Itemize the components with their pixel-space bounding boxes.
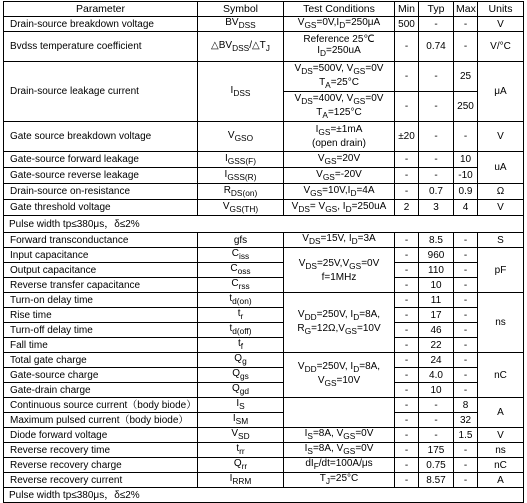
min-cell: - [395, 308, 419, 323]
test-cell: $V_{DS}= V_{GS}$, $I_D=250uA$ [284, 200, 395, 216]
min-cell: - [395, 338, 419, 353]
unit-cell: V [478, 428, 524, 443]
test-cell: $V_{DD}=250V$, $I_D=8A$, $V_{GS}=10V$ [284, 353, 395, 398]
symbol-cell: $t_{d(off)}$ [198, 323, 284, 338]
table-row [4, 263, 524, 278]
min-cell: - [395, 168, 419, 184]
typ-cell: - [419, 428, 454, 443]
max-cell: 4 [454, 200, 478, 216]
param-cell: Maximum pulsed current（body biode） [4, 413, 198, 428]
typ-cell: - [419, 168, 454, 184]
max-cell: - [454, 338, 478, 353]
typ-cell: 3 [419, 200, 454, 216]
table-row [4, 17, 524, 32]
min-cell: - [395, 473, 419, 488]
typ-cell: 8.5 [419, 233, 454, 248]
note-row [4, 488, 524, 503]
typ-cell: 960 [419, 248, 454, 263]
max-cell: 1.5 [454, 428, 478, 443]
typ-cell: 110 [419, 263, 454, 278]
table-row [4, 353, 524, 368]
min-cell: - [395, 152, 419, 168]
param-cell: Rise time [4, 308, 198, 323]
test-cell: $V_{DD}=250V$, $I_D=8A$, $R_G=12\Omega,V_{GS}=10V$ [284, 293, 395, 353]
min-cell: - [395, 32, 419, 62]
min-cell: - [395, 398, 419, 413]
typ-cell: 46 [419, 323, 454, 338]
symbol-cell: $I_S$ [198, 398, 284, 413]
test-cell: $V_{DS}=500V$, $V_{GS}=0V$ $T_A=25^\circ C$ [284, 62, 395, 92]
header-units: Units [478, 2, 524, 17]
symbol-cell: $V_{SD}$ [198, 428, 284, 443]
table-row [4, 278, 524, 293]
symbol-cell: $V_{GSO}$ [198, 122, 284, 152]
typ-cell: 11 [419, 293, 454, 308]
param-cell: Gate threshold voltage [4, 200, 198, 216]
table-row [4, 184, 524, 200]
symbol-cell: $BV_{DSS}$ [198, 17, 284, 32]
header-max: Max [454, 2, 478, 17]
unit-cell: ns [478, 443, 524, 458]
test-cell: $V_{DS}=400V$, $V_{GS}=0V$ $T_A=125^\circ C$ [284, 92, 395, 122]
typ-cell: - [419, 398, 454, 413]
max-cell: 250 [454, 92, 478, 122]
max-cell: - [454, 458, 478, 473]
min-cell: - [395, 92, 419, 122]
typ-cell: 175 [419, 443, 454, 458]
min-cell: - [395, 263, 419, 278]
symbol-cell: $t_f$ [198, 338, 284, 353]
unit-cell: V [478, 17, 524, 32]
param-cell: Gate-drain charge [4, 383, 198, 398]
symbol-cell: $Q_{rr}$ [198, 458, 284, 473]
min-cell: - [395, 62, 419, 92]
symbol-cell: $Q_g$ [198, 353, 284, 368]
max-cell: - [454, 17, 478, 32]
param-cell: Bvdss temperature coefficient [4, 32, 198, 62]
max-cell: -10 [454, 168, 478, 184]
min-cell: - [395, 368, 419, 383]
max-cell: 8 [454, 398, 478, 413]
param-cell: Drain-source leakage current [4, 62, 198, 122]
unit-cell: Ω [478, 184, 524, 200]
param-cell: Reverse recovery time [4, 443, 198, 458]
table-row [4, 473, 524, 488]
symbol-cell: gfs [198, 233, 284, 248]
table-row [4, 428, 524, 443]
param-cell: Continuous source current（body biode） [4, 398, 198, 413]
symbol-cell: $I_{DSS}$ [198, 62, 284, 122]
max-cell: - [454, 383, 478, 398]
param-cell: Diode forward voltage [4, 428, 198, 443]
symbol-cell: $C_{rss}$ [198, 278, 284, 293]
param-cell: Reverse transfer capacitance [4, 278, 198, 293]
min-cell: ±20 [395, 122, 419, 152]
test-cell: $V_{GS}=20V$ [284, 152, 395, 168]
max-cell: - [454, 308, 478, 323]
typ-cell: - [419, 17, 454, 32]
symbol-cell: $Q_{gs}$ [198, 368, 284, 383]
table-row [4, 152, 524, 168]
param-cell: Reverse recovery charge [4, 458, 198, 473]
param-cell: Drain-source on-resistance [4, 184, 198, 200]
max-cell: - [454, 368, 478, 383]
unit-cell: V [478, 122, 524, 152]
pulse-width-note: Pulse width tp≤380μs，δ≤2% [4, 488, 524, 503]
unit-cell: V [478, 200, 524, 216]
param-cell: Input capacitance [4, 248, 198, 263]
symbol-cell: $I_{SM}$ [198, 413, 284, 428]
header-min: Min [395, 2, 419, 17]
typ-cell: 0.75 [419, 458, 454, 473]
symbol-cell: $C_{iss}$ [198, 248, 284, 263]
header-row [4, 2, 524, 17]
unit-cell: nC [478, 458, 524, 473]
test-cell: $V_{GS}=10V,I_D=4A$ [284, 184, 395, 200]
unit-cell: A [478, 398, 524, 428]
max-cell: 0.9 [454, 184, 478, 200]
min-cell: - [395, 353, 419, 368]
table-row [4, 338, 524, 353]
test-cell: $V_{GS}=0V,I_D=250\mu A$ [284, 17, 395, 32]
max-cell: - [454, 233, 478, 248]
table-row [4, 62, 524, 92]
table-row [4, 32, 524, 62]
unit-cell: nC [478, 353, 524, 398]
typ-cell: 10 [419, 278, 454, 293]
unit-cell: uA [478, 152, 524, 184]
symbol-cell: $t_{rr}$ [198, 443, 284, 458]
param-cell: Gate-source charge [4, 368, 198, 383]
test-cell: $V_{DS}=15V$, $I_D=3A$ [284, 233, 395, 248]
test-cell [284, 398, 395, 428]
min-cell: - [395, 413, 419, 428]
param-cell: Total gate charge [4, 353, 198, 368]
param-cell: Gate source breakdown voltage [4, 122, 198, 152]
param-cell: Drain-source breakdown voltage [4, 17, 198, 32]
param-cell: Reverse recovery current [4, 473, 198, 488]
header-symbol: Symbol [198, 2, 284, 17]
table-row [4, 233, 524, 248]
test-cell: $V_{GS}=-20V$ [284, 168, 395, 184]
typ-cell: - [419, 122, 454, 152]
unit-cell: A [478, 473, 524, 488]
typ-cell: 24 [419, 353, 454, 368]
typ-cell: 10 [419, 383, 454, 398]
symbol-cell: $Q_{gd}$ [198, 383, 284, 398]
table-row [4, 308, 524, 323]
test-cell: $I_S=8A$, $V_{GS}=0V$ [284, 428, 395, 443]
min-cell: - [395, 383, 419, 398]
param-cell: Turn-off delay time [4, 323, 198, 338]
min-cell: - [395, 443, 419, 458]
max-cell: - [454, 248, 478, 263]
table-row [4, 368, 524, 383]
table-row [4, 443, 524, 458]
unit-cell: V/°C [478, 32, 524, 62]
typ-cell: 22 [419, 338, 454, 353]
note-row [4, 216, 524, 233]
min-cell: 2 [395, 200, 419, 216]
typ-cell: - [419, 413, 454, 428]
param-cell: Turn-on delay time [4, 293, 198, 308]
unit-cell: S [478, 233, 524, 248]
max-cell: 32 [454, 413, 478, 428]
typ-cell: - [419, 92, 454, 122]
test-cell: $I_S=8A$, $V_{GS}=0V$ [284, 443, 395, 458]
test-cell: $I_{GS}=\pm 1mA$ (open drain) [284, 122, 395, 152]
table-row [4, 293, 524, 308]
min-cell: - [395, 428, 419, 443]
table-row [4, 200, 524, 216]
typ-cell: 0.7 [419, 184, 454, 200]
max-cell: - [454, 473, 478, 488]
typ-cell: - [419, 152, 454, 168]
symbol-cell: $t_r$ [198, 308, 284, 323]
min-cell: - [395, 233, 419, 248]
min-cell: - [395, 293, 419, 308]
typ-cell: 17 [419, 308, 454, 323]
max-cell: - [454, 293, 478, 308]
symbol-cell: $R_{DS(on)}$ [198, 184, 284, 200]
table-row [4, 413, 524, 428]
table-row [4, 383, 524, 398]
unit-cell: pF [478, 248, 524, 293]
table-row [4, 122, 524, 152]
header-typ: Typ [419, 2, 454, 17]
max-cell: - [454, 278, 478, 293]
typ-cell: 4.0 [419, 368, 454, 383]
min-cell: - [395, 458, 419, 473]
min-cell: - [395, 248, 419, 263]
max-cell: - [454, 32, 478, 62]
symbol-cell: $t_{d(on)}$ [198, 293, 284, 308]
unit-cell: μA [478, 62, 524, 122]
test-cell: Reference 25℃ $I_D=250uA$ [284, 32, 395, 62]
typ-cell: 0.74 [419, 32, 454, 62]
table-row [4, 458, 524, 473]
symbol-cell: $I_{GSS(F)}$ [198, 152, 284, 168]
max-cell: 10 [454, 152, 478, 168]
header-test-conditions: Test Conditions [284, 2, 395, 17]
typ-cell: - [419, 62, 454, 92]
param-cell: Output capacitance [4, 263, 198, 278]
symbol-cell: $I_{GSS(R)}$ [198, 168, 284, 184]
min-cell: - [395, 323, 419, 338]
table-row [4, 398, 524, 413]
param-cell: Gate-source reverse leakage [4, 168, 198, 184]
table-row [4, 248, 524, 263]
max-cell: - [454, 443, 478, 458]
symbol-cell: $V_{GS(TH)}$ [198, 200, 284, 216]
test-cell: $V_{DS}=25V,V_{GS}=0V$ f=1MHz [284, 248, 395, 293]
header-parameter: Parameter [4, 2, 198, 17]
unit-cell: ns [478, 293, 524, 353]
table-row [4, 323, 524, 338]
symbol-cell: $\triangle BV_{DSS}/\triangle T_J$ [198, 32, 284, 62]
param-cell: Forward transconductance [4, 233, 198, 248]
typ-cell: 8.57 [419, 473, 454, 488]
min-cell: 500 [395, 17, 419, 32]
max-cell: - [454, 353, 478, 368]
table-row [4, 168, 524, 184]
max-cell: 25 [454, 62, 478, 92]
test-cell: $T_J=25^\circ C$ [284, 473, 395, 488]
test-cell: $dI_F/dt=100A/\mu s$ [284, 458, 395, 473]
min-cell: - [395, 278, 419, 293]
max-cell: - [454, 263, 478, 278]
max-cell: - [454, 122, 478, 152]
min-cell: - [395, 184, 419, 200]
symbol-cell: $I_{RRM}$ [198, 473, 284, 488]
pulse-width-note: Pulse width tp≤380μs，δ≤2% [4, 216, 524, 233]
max-cell: - [454, 323, 478, 338]
param-cell: Fall time [4, 338, 198, 353]
symbol-cell: $C_{oss}$ [198, 263, 284, 278]
electrical-characteristics-table [3, 1, 524, 503]
param-cell: Gate-source forward leakage [4, 152, 198, 168]
